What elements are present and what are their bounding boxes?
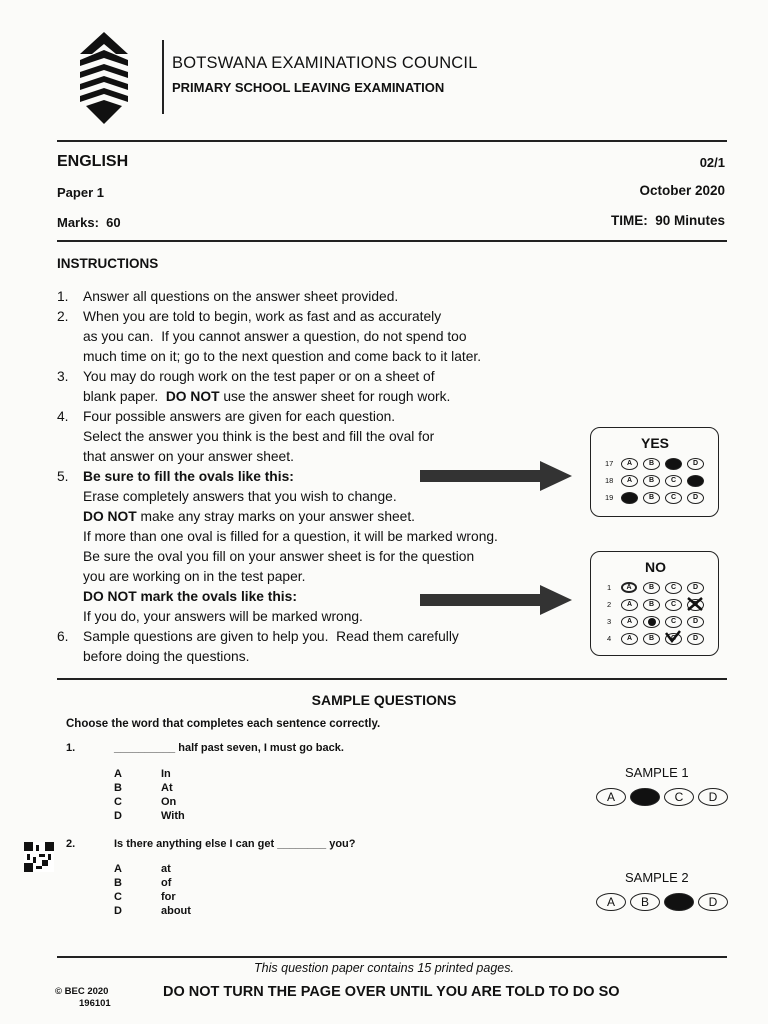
instr-line: Sample questions are given to help you. Read them carefully [83,629,459,644]
top-rule [57,140,727,142]
instr-line: You may do rough work on the test paper or on a sheet of [83,369,435,384]
instr-line [83,389,450,404]
document-code: 196101 [79,998,111,1009]
no-example-box [590,551,719,656]
row-number: 2 [607,600,612,609]
no-title: NO [645,559,666,575]
arrow-right-icon [420,460,574,492]
yes-example-box [590,427,719,517]
option-letter: C [114,796,122,808]
option-text: At [161,782,173,794]
instr-line: Be sure to fill the ovals like this: [83,469,294,484]
instr-line: Select the answer you think is the best and fill the oval for [83,429,435,444]
oval: C [665,616,682,628]
instr-bold: DO NOT [83,509,137,524]
oval-filled [621,492,638,504]
answer-oval: B [630,893,660,911]
answer-oval: A [596,788,626,806]
instr-line: When you are told to begin, work as fast and as accurately [83,309,442,324]
info-rule [57,240,727,242]
answer-oval: C [664,788,694,806]
sample-label: SAMPLE 1 [625,765,689,780]
bec-logo-icon [76,32,132,124]
option-letter: D [114,905,122,917]
row-number: 3 [607,617,612,626]
qr-code-icon [24,842,54,872]
row-number: 19 [605,493,614,502]
instr-line [83,509,415,524]
oval: B [643,599,660,611]
oval: C [665,582,682,594]
option-text: at [161,863,171,875]
oval: A [621,475,638,487]
oval-circled: A [621,582,637,593]
option-letter: C [114,891,122,903]
instr-line: If you do, your answers will be marked wrong. [83,609,363,624]
instr-text: use the answer sheet for rough work. [219,389,451,404]
instr-num: 3. [57,369,69,384]
option-text: for [161,891,176,903]
oval: D [687,582,704,594]
answer-oval: D [698,893,728,911]
instr-line: before doing the questions. [83,649,250,664]
question-text: Is there anything else I can get ________ you? [114,838,356,850]
sample-heading: SAMPLE QUESTIONS [311,692,457,708]
instructions-heading: INSTRUCTIONS [57,256,159,271]
option-text: of [161,877,172,889]
instr-num: 5. [57,469,69,484]
exam-name: PRIMARY SCHOOL LEAVING EXAMINATION [172,80,445,95]
answer-oval-filled [664,893,694,911]
turn-page-warning: DO NOT TURN THE PAGE OVER UNTIL YOU ARE TOLD TO DO SO [163,984,620,1000]
oval: B [643,458,660,470]
option-letter: D [114,810,122,822]
arrow-right-icon [420,584,574,616]
oval-ticked: C [665,633,682,645]
sample-label: SAMPLE 2 [625,870,689,885]
row-number: 1 [607,583,612,592]
instr-line: Answer all questions on the answer sheet provided. [83,289,399,304]
oval-filled [665,458,682,470]
option-letter: B [114,782,122,794]
council-name: BOTSWANA EXAMINATIONS COUNCIL [172,54,478,72]
instr-line: DO NOT mark the ovals like this: [83,589,297,604]
instr-line: as you can. If you cannot answer a question, do not spend too [83,329,467,344]
answer-oval-filled [630,788,660,806]
paper-code: 02/1 [699,155,725,170]
oval: D [687,633,704,645]
row-number: 17 [605,459,614,468]
option-text: On [161,796,177,808]
yes-title: YES [641,435,670,451]
question-number: 2. [66,838,76,850]
paper-number: Paper 1 [57,185,104,200]
instr-num: 1. [57,289,69,304]
row-number: 4 [607,634,612,643]
oval: C [665,475,682,487]
option-letter: A [114,863,122,875]
oval: B [643,633,660,645]
option-letter: A [114,768,122,780]
oval: B [643,582,660,594]
sample-directions: Choose the word that completes each sentence correctly. [66,718,381,730]
option-text: In [161,768,171,780]
cross-mark-icon [686,596,704,612]
instr-num: 4. [57,409,69,424]
oval: D [687,616,704,628]
subject: ENGLISH [57,153,129,170]
instructions-rule [57,678,727,680]
instr-line: If more than one oval is filled for a question, it will be marked wrong. [83,529,498,544]
instr-bold: DO NOT [165,389,220,404]
tick-mark-icon [664,630,682,644]
oval: D [687,458,704,470]
marks: Marks: 60 [57,215,121,230]
option-text: about [161,905,191,917]
question-number: 1. [66,742,76,754]
instr-text: blank paper. [83,389,166,404]
instr-line: that answer on your answer sheet. [83,449,294,464]
oval: A [621,599,638,611]
oval: C [665,492,682,504]
answer-oval: A [596,893,626,911]
oval: A [621,458,638,470]
row-number: 18 [605,476,614,485]
oval: A [621,616,638,628]
instr-line: you are working on in the test paper. [83,569,306,584]
oval-filled [687,475,704,487]
page-count-note: This question paper contains 15 printed pages. [254,961,514,975]
oval: A [621,633,638,645]
header-divider [162,40,164,114]
copyright: © BEC 2020 [55,986,109,997]
instr-line: Erase completely answers that you wish to change. [83,489,397,504]
instr-line: Four possible answers are given for each question. [83,409,396,424]
option-text: With [161,810,185,822]
answer-oval: D [698,788,728,806]
instr-text: make any stray marks on your answer sheet. [136,509,416,524]
question-text: __________ half past seven, I must go back. [114,742,344,754]
instr-num: 2. [57,309,69,324]
oval-dot [643,616,660,628]
option-letter: B [114,877,122,889]
footer-rule [57,956,727,958]
instr-line: much time on it; go to the next question and come back to it later. [83,349,482,364]
instr-num: 6. [57,629,69,644]
oval: B [643,492,660,504]
exam-date: October 2020 [639,183,725,198]
oval: D [687,492,704,504]
time: TIME: 90 Minutes [610,213,725,228]
instr-line: Be sure the oval you fill on your answer sheet is for the question [83,549,475,564]
oval: B [643,475,660,487]
oval: C [665,599,682,611]
